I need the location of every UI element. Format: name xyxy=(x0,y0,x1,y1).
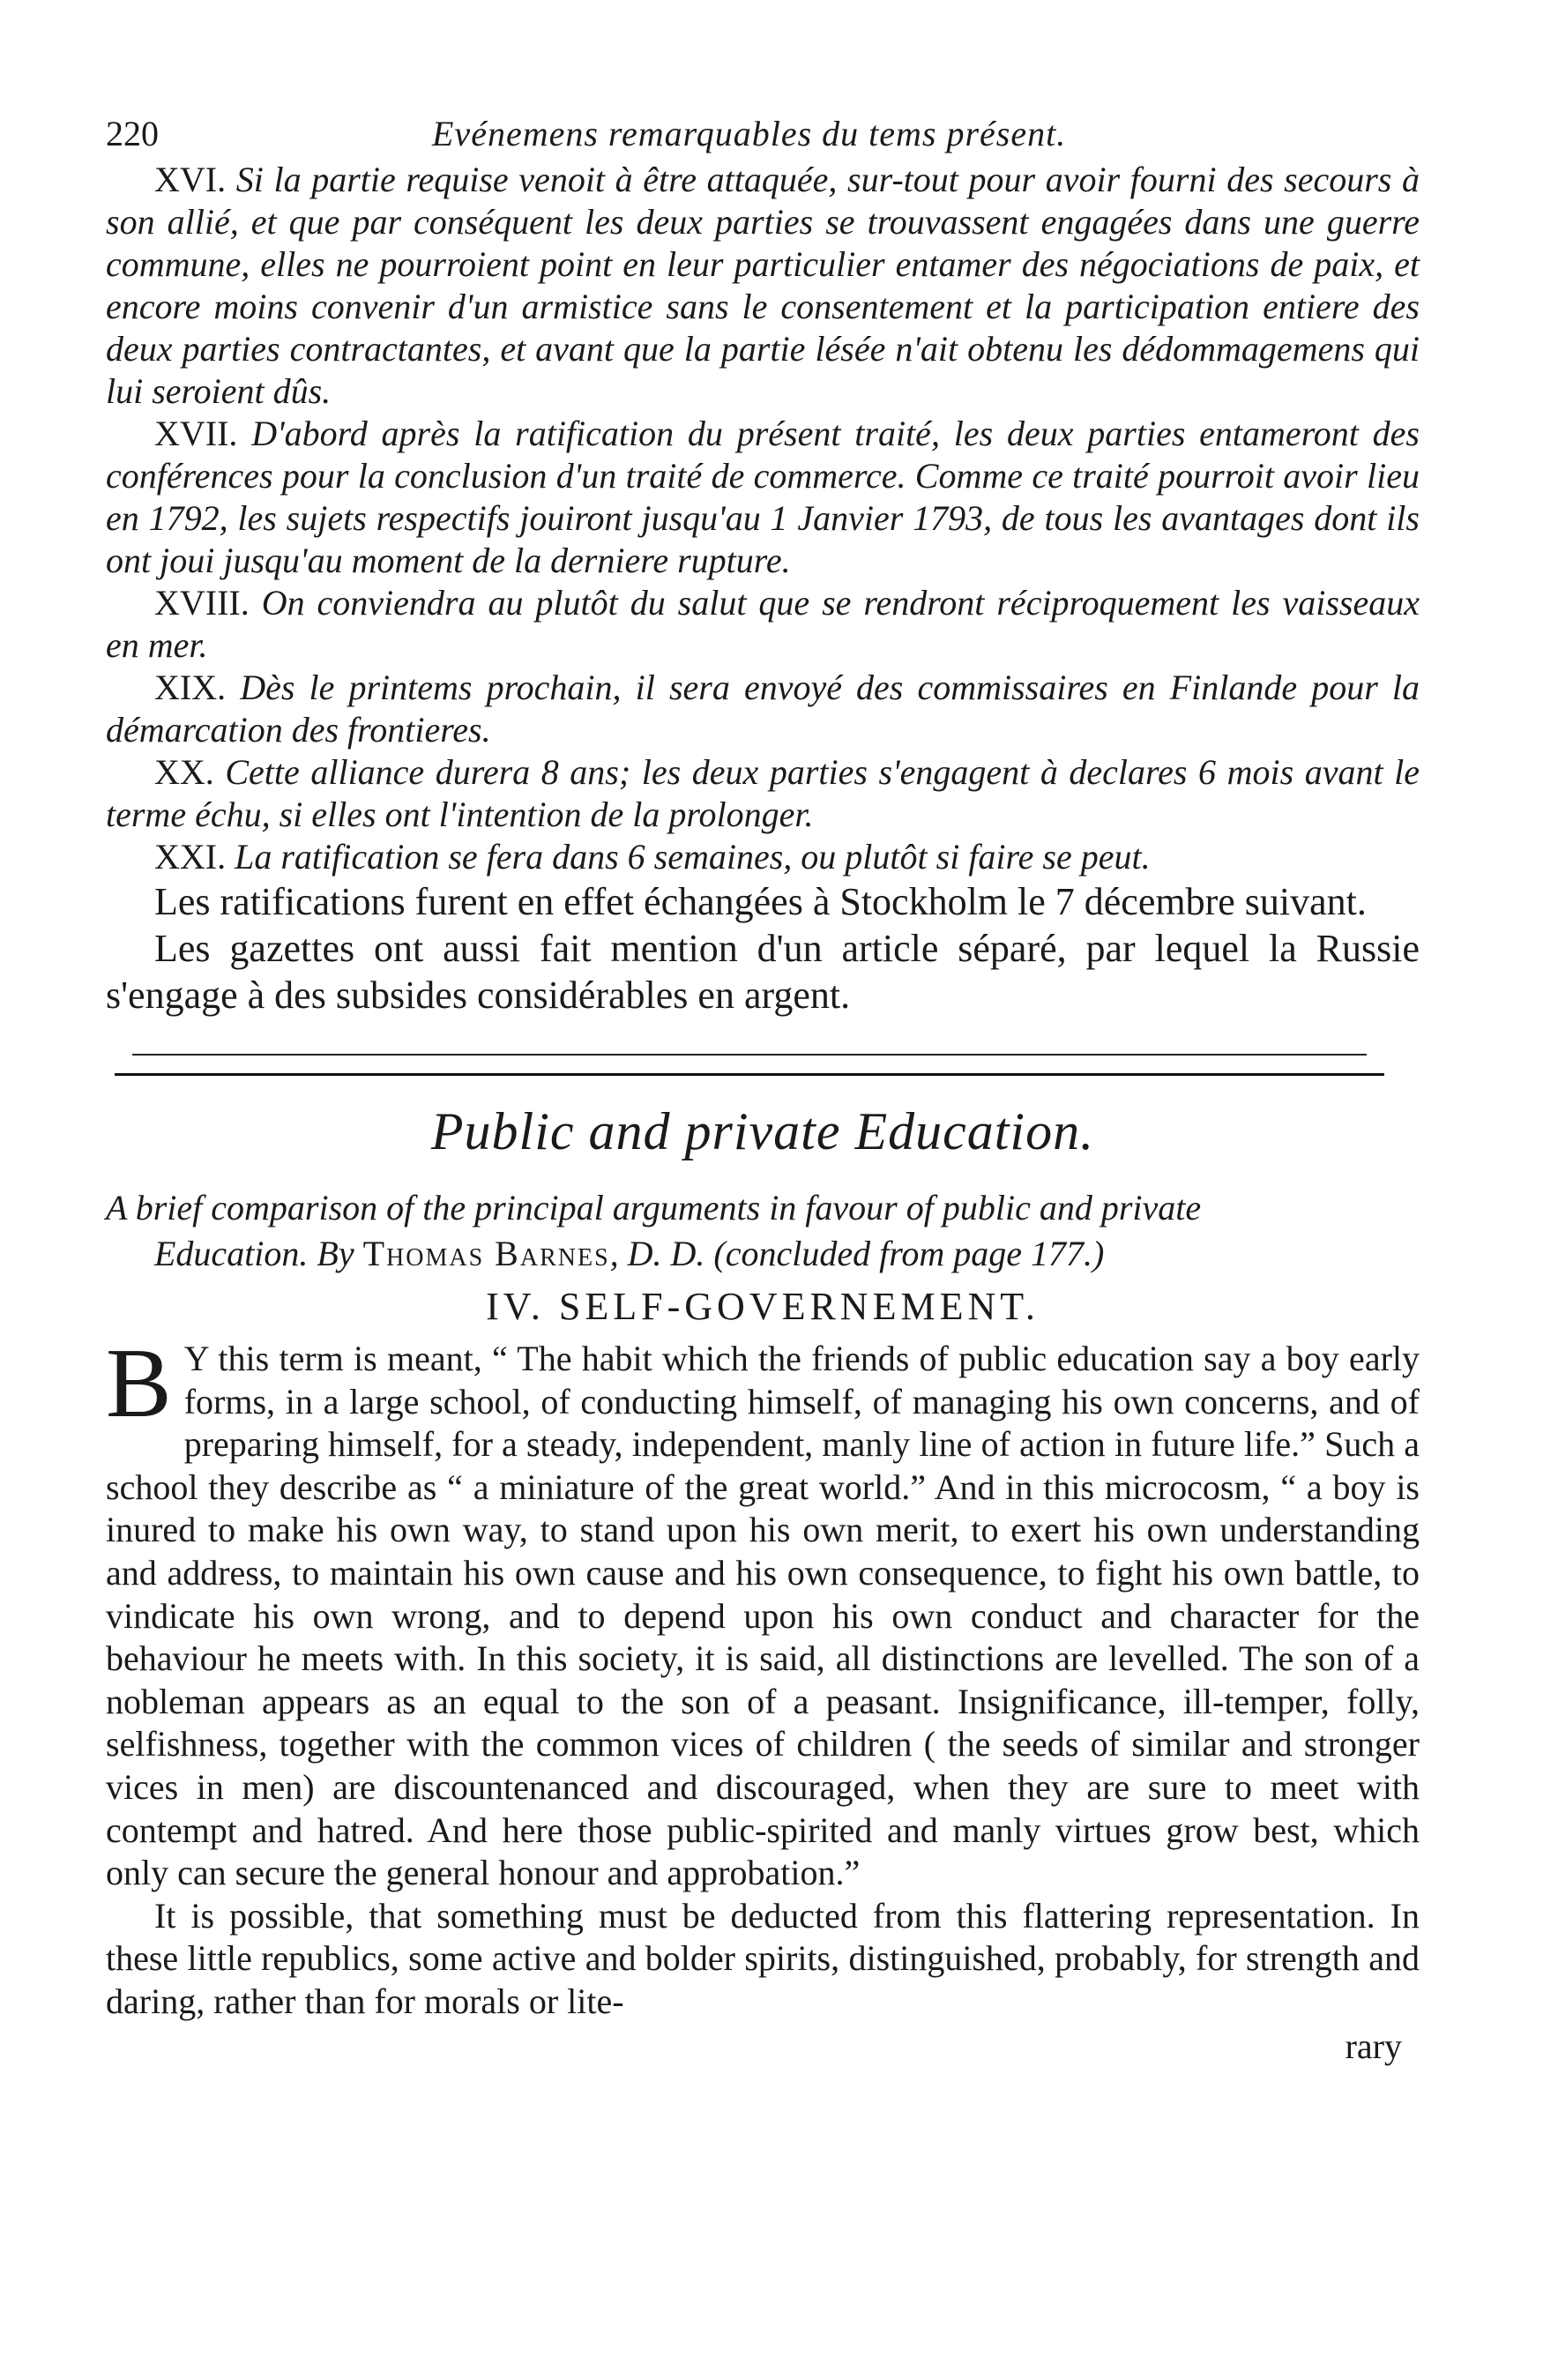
subsection-heading: IV. SELF-GOVERNEMENT. xyxy=(486,1285,1040,1328)
article-number: XX. xyxy=(154,752,214,792)
article-number: XIX. xyxy=(154,668,227,707)
drop-cap: B xyxy=(106,1329,172,1438)
article-text: D'abord après la ratification du présent traité, les deux parties entameront des conférences pour la conclusion d'un traité de commerce. Comme ce traité pourroit avoir lieu en 1792, les sujets respectifs jouiront jusqu'au 1 Janvier 1793, de tous les avantages dont ils ont joui jusqu'au moment de la derniere rupture. xyxy=(106,414,1420,580)
paragraph-text: Y this term is meant, “ The habit which the friends of public education say a boy early forms, in a large school, of conducting himself, of managing his own concerns, and of preparing himself, for a steady, independent, manly line of action in future life.” Such a school they describe as “ a miniature of the great world.” And in this microcosm, “ a boy is inured to make his own way, to stand upon his own merit, to exert his own understanding and address, to maintain his own cause and his own consequence, to fight his own battle, to vindicate his own wrong, and to depend upon his own conduct and character for the behaviour he meets with. In this society, it is said, all distinctions are levelled. The son of a nobleman appears as an equal to the son of a peasant. Insignificance, ill-temper, folly, selfishness, together with the common vices of children ( the seeds of similar and stronger vices in men) are discountenanced and discouraged, when they are sure to meet with contempt and hatred. And here those public-spirited and manly virtues grow best, which only can secure the general honour and approbation.” xyxy=(106,1339,1420,1893)
divider-line xyxy=(132,1054,1367,1056)
article-xvii xyxy=(106,413,1420,582)
subtitle-text: , D. D. (concluded from page 177.) xyxy=(609,1234,1105,1273)
page-number: 220 xyxy=(106,114,159,153)
treaty-articles xyxy=(106,159,1420,878)
author-name: Thomas Barnes xyxy=(362,1234,610,1273)
closing-paragraphs xyxy=(106,878,1420,1018)
article-body xyxy=(106,1329,1420,2024)
catchword: rary xyxy=(1345,2026,1402,2066)
article-number: XVIII. xyxy=(154,583,250,623)
article-number: XVI. xyxy=(154,160,227,199)
subtitle-line: A brief comparison of the principal arguments in favour of public and private xyxy=(106,1188,1202,1227)
subtitle-line xyxy=(106,1231,1420,1277)
article-number: XXI. xyxy=(154,837,227,877)
paragraph xyxy=(106,1329,1420,1895)
article-xviii xyxy=(106,582,1420,667)
article-text: Dès le printems prochain, il sera envoyé des commissaires en Finlande pour la démarcation des frontieres. xyxy=(106,668,1420,750)
subtitle-text: Education. By xyxy=(154,1234,354,1273)
section-title: Public and private Education. xyxy=(430,1102,1095,1160)
page-header xyxy=(106,106,1420,159)
article-xxi xyxy=(106,836,1420,878)
divider-line xyxy=(115,1073,1384,1076)
article-number: XVII. xyxy=(154,414,238,453)
article-text: Si la partie requise venoit à être attaquée, sur-tout pour avoir fourni des secours à son allié, et que par conséquent les deux parties se trouvassent engagées dans une guerre commune, elles ne pourroient point en leur particulier entamer des négociations de paix, et encore moins convenir d'un armistice sans le consentement et la participation entiere des deux parties contractantes, et avant que la partie lésée n'ait obtenu les dédommagemens qui lui seroient dûs. xyxy=(106,160,1420,411)
article-text: Cette alliance durera 8 ans; les deux parties s'engagent à declares 6 mois avant le terme échu, si elles ont l'intention de la prolonger. xyxy=(106,752,1420,834)
article-text: La ratification se fera dans 6 semaines, ou plutôt si faire se peut. xyxy=(235,837,1151,877)
section-subtitle xyxy=(106,1185,1420,1277)
paragraph: Les gazettes ont aussi fait mention d'un article séparé, par lequel la Russie s'engage à des subsides considérables en argent. xyxy=(106,927,1420,1017)
article-text: On conviendra au plutôt du salut que se rendront réciproquement les vaisseaux en mer. xyxy=(106,583,1420,665)
article-xx xyxy=(106,751,1420,836)
section-divider xyxy=(106,1018,1420,1098)
article-xix xyxy=(106,667,1420,751)
running-title: Evénemens remarquables du tems présent. xyxy=(432,114,1067,153)
paragraph: It is possible, that something must be deducted from this flattering representation. In these little republics, some active and bolder spirits, distinguished, probably, for strength and daring, rather than for morals or lite- xyxy=(106,1895,1420,2021)
paragraph: Les ratifications furent en effet échangées à Stockholm le 7 décembre suivant. xyxy=(154,880,1367,923)
article-xvi xyxy=(106,159,1420,413)
document-page xyxy=(106,106,1420,2067)
